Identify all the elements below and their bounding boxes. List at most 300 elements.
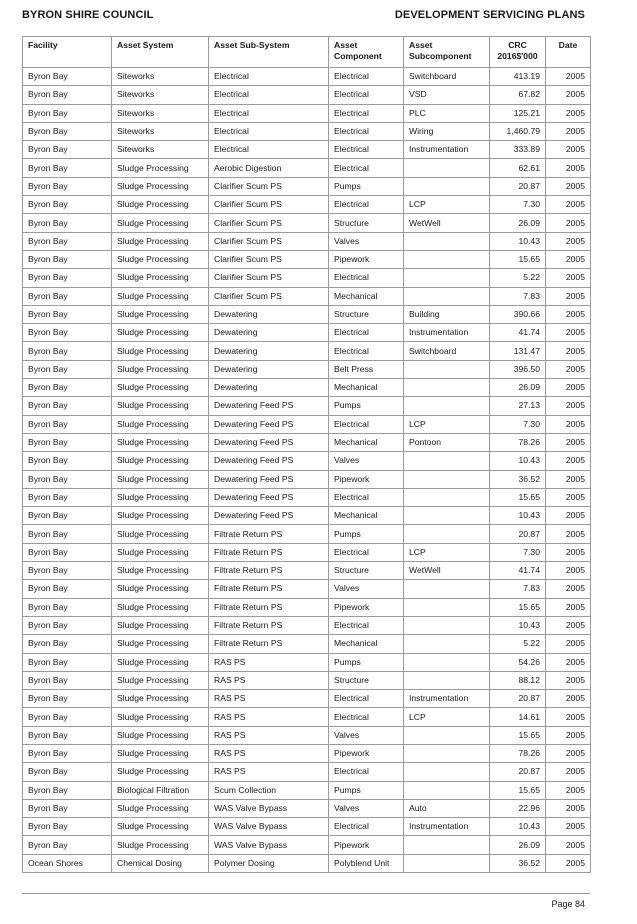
column-header-asset-system: Asset System	[112, 37, 209, 68]
cell-facility: Byron Bay	[23, 196, 112, 214]
cell-date: 2005	[546, 433, 591, 451]
table-row	[23, 763, 591, 781]
table-row	[23, 68, 591, 86]
table-row	[23, 379, 591, 397]
cell-crc: 22.96	[490, 799, 546, 817]
cell-asset-sub-system: RAS PS	[209, 653, 329, 671]
cell-asset-sub-system: Clarifier Scum PS	[209, 196, 329, 214]
cell-asset-subcomponent: LCP	[404, 196, 490, 214]
cell-asset-sub-system: Polymer Dosing	[209, 854, 329, 872]
cell-asset-component: Pumps	[329, 397, 404, 415]
cell-facility: Byron Bay	[23, 141, 112, 159]
cell-asset-subcomponent	[404, 854, 490, 872]
cell-asset-system: Sludge Processing	[112, 562, 209, 580]
cell-crc: 26.09	[490, 836, 546, 854]
cell-asset-system: Sludge Processing	[112, 507, 209, 525]
cell-asset-sub-system: RAS PS	[209, 708, 329, 726]
cell-asset-subcomponent: VSD	[404, 86, 490, 104]
cell-date: 2005	[546, 507, 591, 525]
cell-facility: Byron Bay	[23, 342, 112, 360]
cell-date: 2005	[546, 287, 591, 305]
cell-asset-sub-system: Dewatering Feed PS	[209, 397, 329, 415]
table-row	[23, 342, 591, 360]
table-row	[23, 744, 591, 762]
cell-asset-component: Structure	[329, 671, 404, 689]
cell-asset-sub-system: WAS Valve Bypass	[209, 799, 329, 817]
cell-date: 2005	[546, 616, 591, 634]
cell-asset-system: Sludge Processing	[112, 580, 209, 598]
cell-crc: 7.30	[490, 415, 546, 433]
cell-crc: 14.61	[490, 708, 546, 726]
cell-asset-component: Electrical	[329, 763, 404, 781]
cell-asset-subcomponent	[404, 836, 490, 854]
cell-crc: 333.89	[490, 141, 546, 159]
cell-asset-sub-system: Aerobic Digestion	[209, 159, 329, 177]
cell-asset-system: Sludge Processing	[112, 635, 209, 653]
table-row	[23, 635, 591, 653]
cell-crc: 78.26	[490, 744, 546, 762]
cell-facility: Byron Bay	[23, 415, 112, 433]
cell-asset-system: Sludge Processing	[112, 379, 209, 397]
cell-asset-component: Electrical	[329, 324, 404, 342]
cell-asset-component: Mechanical	[329, 287, 404, 305]
cell-crc: 5.22	[490, 635, 546, 653]
cell-facility: Byron Bay	[23, 269, 112, 287]
cell-date: 2005	[546, 379, 591, 397]
cell-asset-system: Siteworks	[112, 86, 209, 104]
cell-asset-system: Sludge Processing	[112, 671, 209, 689]
cell-asset-sub-system: RAS PS	[209, 763, 329, 781]
cell-crc: 20.87	[490, 525, 546, 543]
cell-facility: Byron Bay	[23, 433, 112, 451]
cell-asset-sub-system: Electrical	[209, 86, 329, 104]
cell-asset-sub-system: Dewatering	[209, 305, 329, 323]
cell-asset-component: Valves	[329, 799, 404, 817]
column-header-crc: CRC 2016$'000	[490, 37, 546, 68]
cell-date: 2005	[546, 452, 591, 470]
cell-crc: 41.74	[490, 562, 546, 580]
table-row	[23, 86, 591, 104]
table-row	[23, 580, 591, 598]
cell-asset-subcomponent: WetWell	[404, 562, 490, 580]
cell-asset-system: Sludge Processing	[112, 799, 209, 817]
cell-date: 2005	[546, 196, 591, 214]
table-row	[23, 177, 591, 195]
cell-asset-system: Sludge Processing	[112, 415, 209, 433]
column-header-asset-subcomponent: Asset Subcomponent	[404, 37, 490, 68]
cell-asset-subcomponent	[404, 507, 490, 525]
cell-asset-subcomponent: Instrumentation	[404, 818, 490, 836]
cell-asset-sub-system: Filtrate Return PS	[209, 562, 329, 580]
cell-crc: 1,460.79	[490, 122, 546, 140]
cell-crc: 36.52	[490, 854, 546, 872]
cell-asset-sub-system: Dewatering	[209, 324, 329, 342]
cell-asset-sub-system: Electrical	[209, 141, 329, 159]
cell-date: 2005	[546, 799, 591, 817]
cell-asset-sub-system: Filtrate Return PS	[209, 598, 329, 616]
cell-asset-sub-system: Clarifier Scum PS	[209, 232, 329, 250]
cell-asset-sub-system: Filtrate Return PS	[209, 635, 329, 653]
cell-asset-sub-system: Dewatering Feed PS	[209, 507, 329, 525]
cell-crc: 54.26	[490, 653, 546, 671]
cell-facility: Byron Bay	[23, 562, 112, 580]
cell-asset-sub-system: Dewatering Feed PS	[209, 452, 329, 470]
table-row	[23, 232, 591, 250]
cell-asset-system: Biological Filtration	[112, 781, 209, 799]
cell-asset-component: Pumps	[329, 177, 404, 195]
cell-asset-sub-system: Clarifier Scum PS	[209, 250, 329, 268]
cell-date: 2005	[546, 232, 591, 250]
cell-asset-sub-system: Clarifier Scum PS	[209, 287, 329, 305]
cell-crc: 88.12	[490, 671, 546, 689]
cell-date: 2005	[546, 635, 591, 653]
cell-asset-system: Sludge Processing	[112, 744, 209, 762]
cell-facility: Byron Bay	[23, 397, 112, 415]
cell-asset-system: Sludge Processing	[112, 690, 209, 708]
cell-asset-sub-system: Electrical	[209, 104, 329, 122]
table-row	[23, 250, 591, 268]
cell-facility: Byron Bay	[23, 122, 112, 140]
cell-asset-system: Sludge Processing	[112, 177, 209, 195]
cell-asset-sub-system: Filtrate Return PS	[209, 525, 329, 543]
cell-asset-component: Valves	[329, 726, 404, 744]
cell-asset-component: Structure	[329, 562, 404, 580]
cell-facility: Byron Bay	[23, 214, 112, 232]
cell-asset-component: Pipework	[329, 744, 404, 762]
cell-asset-sub-system: Dewatering Feed PS	[209, 470, 329, 488]
cell-facility: Byron Bay	[23, 452, 112, 470]
cell-asset-system: Sludge Processing	[112, 159, 209, 177]
cell-asset-system: Sludge Processing	[112, 708, 209, 726]
cell-facility: Byron Bay	[23, 653, 112, 671]
cell-asset-sub-system: RAS PS	[209, 690, 329, 708]
cell-asset-subcomponent	[404, 397, 490, 415]
cell-asset-sub-system: Dewatering Feed PS	[209, 415, 329, 433]
cell-asset-subcomponent: LCP	[404, 543, 490, 561]
table-row	[23, 433, 591, 451]
page-number: Page 84	[551, 899, 585, 909]
cell-asset-subcomponent: PLC	[404, 104, 490, 122]
cell-crc: 10.43	[490, 507, 546, 525]
cell-crc: 15.65	[490, 488, 546, 506]
cell-date: 2005	[546, 726, 591, 744]
cell-asset-sub-system: Scum Collection	[209, 781, 329, 799]
table-row	[23, 470, 591, 488]
cell-asset-component: Pumps	[329, 781, 404, 799]
cell-crc: 15.65	[490, 250, 546, 268]
cell-facility: Byron Bay	[23, 86, 112, 104]
cell-asset-component: Electrical	[329, 708, 404, 726]
cell-asset-subcomponent	[404, 379, 490, 397]
cell-crc: 5.22	[490, 269, 546, 287]
cell-crc: 15.65	[490, 598, 546, 616]
cell-asset-system: Sludge Processing	[112, 525, 209, 543]
cell-asset-component: Valves	[329, 580, 404, 598]
column-header-facility: Facility	[23, 37, 112, 68]
cell-crc: 396.50	[490, 360, 546, 378]
cell-crc: 20.87	[490, 690, 546, 708]
cell-date: 2005	[546, 159, 591, 177]
table-row	[23, 781, 591, 799]
cell-crc: 7.83	[490, 580, 546, 598]
footer-divider	[22, 893, 590, 894]
cell-date: 2005	[546, 397, 591, 415]
asset-table	[22, 36, 591, 873]
cell-asset-subcomponent	[404, 580, 490, 598]
cell-asset-sub-system: RAS PS	[209, 744, 329, 762]
cell-crc: 15.65	[490, 781, 546, 799]
cell-crc: 7.30	[490, 196, 546, 214]
table-row	[23, 488, 591, 506]
cell-asset-component: Electrical	[329, 818, 404, 836]
cell-crc: 41.74	[490, 324, 546, 342]
cell-crc: 20.87	[490, 763, 546, 781]
cell-date: 2005	[546, 141, 591, 159]
cell-date: 2005	[546, 744, 591, 762]
table-row	[23, 324, 591, 342]
cell-date: 2005	[546, 214, 591, 232]
cell-date: 2005	[546, 525, 591, 543]
cell-facility: Byron Bay	[23, 525, 112, 543]
cell-asset-subcomponent: Auto	[404, 799, 490, 817]
cell-date: 2005	[546, 836, 591, 854]
cell-facility: Byron Bay	[23, 159, 112, 177]
table-row	[23, 104, 591, 122]
cell-asset-subcomponent	[404, 250, 490, 268]
cell-date: 2005	[546, 360, 591, 378]
cell-asset-sub-system: Dewatering	[209, 379, 329, 397]
cell-asset-subcomponent	[404, 287, 490, 305]
cell-asset-subcomponent: LCP	[404, 708, 490, 726]
cell-date: 2005	[546, 324, 591, 342]
table-row	[23, 214, 591, 232]
cell-asset-component: Pipework	[329, 470, 404, 488]
cell-asset-component: Electrical	[329, 543, 404, 561]
table-row	[23, 708, 591, 726]
cell-asset-component: Electrical	[329, 488, 404, 506]
cell-crc: 67.82	[490, 86, 546, 104]
cell-asset-component: Electrical	[329, 104, 404, 122]
cell-asset-subcomponent	[404, 470, 490, 488]
cell-facility: Byron Bay	[23, 726, 112, 744]
cell-facility: Byron Bay	[23, 598, 112, 616]
cell-asset-component: Mechanical	[329, 379, 404, 397]
table-row	[23, 799, 591, 817]
table-header-row	[23, 37, 591, 68]
cell-asset-component: Electrical	[329, 122, 404, 140]
cell-asset-subcomponent: Instrumentation	[404, 324, 490, 342]
cell-asset-sub-system: RAS PS	[209, 726, 329, 744]
cell-asset-system: Siteworks	[112, 68, 209, 86]
cell-asset-system: Sludge Processing	[112, 324, 209, 342]
table-row	[23, 360, 591, 378]
cell-crc: 7.83	[490, 287, 546, 305]
cell-asset-component: Pumps	[329, 653, 404, 671]
cell-facility: Byron Bay	[23, 635, 112, 653]
cell-crc: 10.43	[490, 616, 546, 634]
cell-asset-subcomponent	[404, 671, 490, 689]
cell-facility: Ocean Shores	[23, 854, 112, 872]
cell-asset-sub-system: Clarifier Scum PS	[209, 214, 329, 232]
cell-facility: Byron Bay	[23, 744, 112, 762]
cell-asset-component: Electrical	[329, 269, 404, 287]
cell-asset-system: Sludge Processing	[112, 269, 209, 287]
cell-date: 2005	[546, 122, 591, 140]
cell-date: 2005	[546, 543, 591, 561]
cell-crc: 78.26	[490, 433, 546, 451]
table-row	[23, 159, 591, 177]
cell-facility: Byron Bay	[23, 177, 112, 195]
cell-asset-component: Valves	[329, 232, 404, 250]
cell-asset-subcomponent	[404, 488, 490, 506]
cell-facility: Byron Bay	[23, 580, 112, 598]
table-row	[23, 415, 591, 433]
cell-asset-sub-system: Dewatering	[209, 360, 329, 378]
cell-crc: 10.43	[490, 818, 546, 836]
cell-asset-sub-system: Electrical	[209, 122, 329, 140]
cell-asset-system: Siteworks	[112, 104, 209, 122]
cell-crc: 413.19	[490, 68, 546, 86]
cell-asset-sub-system: WAS Valve Bypass	[209, 836, 329, 854]
cell-asset-component: Mechanical	[329, 433, 404, 451]
cell-facility: Byron Bay	[23, 616, 112, 634]
cell-asset-component: Electrical	[329, 616, 404, 634]
cell-crc: 10.43	[490, 232, 546, 250]
cell-date: 2005	[546, 854, 591, 872]
document-title: DEVELOPMENT SERVICING PLANS	[394, 9, 585, 21]
table-row	[23, 671, 591, 689]
table-row	[23, 854, 591, 872]
cell-facility: Byron Bay	[23, 781, 112, 799]
cell-asset-sub-system: Electrical	[209, 68, 329, 86]
table-row	[23, 507, 591, 525]
cell-asset-component: Electrical	[329, 342, 404, 360]
cell-asset-subcomponent	[404, 744, 490, 762]
cell-asset-sub-system: Dewatering Feed PS	[209, 488, 329, 506]
cell-asset-system: Chemical Dosing	[112, 854, 209, 872]
cell-asset-component: Pipework	[329, 250, 404, 268]
cell-asset-system: Sludge Processing	[112, 818, 209, 836]
cell-asset-component: Mechanical	[329, 507, 404, 525]
cell-asset-system: Sludge Processing	[112, 232, 209, 250]
cell-date: 2005	[546, 68, 591, 86]
cell-facility: Byron Bay	[23, 690, 112, 708]
cell-asset-component: Mechanical	[329, 635, 404, 653]
cell-date: 2005	[546, 653, 591, 671]
cell-asset-system: Sludge Processing	[112, 287, 209, 305]
cell-crc: 125.21	[490, 104, 546, 122]
cell-facility: Byron Bay	[23, 250, 112, 268]
cell-asset-sub-system: Clarifier Scum PS	[209, 177, 329, 195]
table-row	[23, 543, 591, 561]
cell-date: 2005	[546, 818, 591, 836]
cell-asset-subcomponent: Switchboard	[404, 68, 490, 86]
cell-asset-system: Sludge Processing	[112, 433, 209, 451]
cell-asset-subcomponent	[404, 177, 490, 195]
table-row	[23, 141, 591, 159]
column-header-date: Date	[546, 37, 591, 68]
cell-facility: Byron Bay	[23, 232, 112, 250]
cell-asset-component: Valves	[329, 452, 404, 470]
cell-asset-subcomponent: Pontoon	[404, 433, 490, 451]
cell-date: 2005	[546, 562, 591, 580]
cell-asset-sub-system: Filtrate Return PS	[209, 543, 329, 561]
cell-asset-system: Siteworks	[112, 122, 209, 140]
cell-asset-system: Sludge Processing	[112, 305, 209, 323]
cell-date: 2005	[546, 177, 591, 195]
cell-asset-subcomponent: Wiring	[404, 122, 490, 140]
cell-crc: 26.09	[490, 379, 546, 397]
cell-facility: Byron Bay	[23, 305, 112, 323]
cell-asset-system: Sludge Processing	[112, 452, 209, 470]
cell-asset-system: Sludge Processing	[112, 616, 209, 634]
cell-asset-component: Electrical	[329, 415, 404, 433]
table-row	[23, 598, 591, 616]
table-row	[23, 562, 591, 580]
table-body	[23, 68, 591, 873]
cell-asset-subcomponent	[404, 635, 490, 653]
table-row	[23, 305, 591, 323]
cell-facility: Byron Bay	[23, 708, 112, 726]
cell-facility: Byron Bay	[23, 818, 112, 836]
council-name: BYRON SHIRE COUNCIL	[22, 9, 154, 21]
cell-asset-system: Sludge Processing	[112, 836, 209, 854]
cell-asset-sub-system: WAS Valve Bypass	[209, 818, 329, 836]
cell-date: 2005	[546, 415, 591, 433]
cell-asset-system: Sludge Processing	[112, 397, 209, 415]
cell-asset-system: Sludge Processing	[112, 488, 209, 506]
cell-date: 2005	[546, 763, 591, 781]
cell-asset-sub-system: Filtrate Return PS	[209, 580, 329, 598]
cell-date: 2005	[546, 580, 591, 598]
cell-facility: Byron Bay	[23, 287, 112, 305]
cell-asset-subcomponent	[404, 781, 490, 799]
table-row	[23, 525, 591, 543]
cell-date: 2005	[546, 104, 591, 122]
table-row	[23, 452, 591, 470]
cell-facility: Byron Bay	[23, 68, 112, 86]
cell-asset-sub-system: Dewatering Feed PS	[209, 433, 329, 451]
cell-facility: Byron Bay	[23, 799, 112, 817]
cell-crc: 10.43	[490, 452, 546, 470]
cell-facility: Byron Bay	[23, 763, 112, 781]
cell-asset-component: Belt Press	[329, 360, 404, 378]
cell-date: 2005	[546, 708, 591, 726]
table-row	[23, 818, 591, 836]
cell-date: 2005	[546, 488, 591, 506]
cell-facility: Byron Bay	[23, 836, 112, 854]
cell-asset-subcomponent	[404, 653, 490, 671]
cell-date: 2005	[546, 305, 591, 323]
table-row	[23, 287, 591, 305]
cell-asset-component: Structure	[329, 305, 404, 323]
cell-asset-system: Sludge Processing	[112, 763, 209, 781]
column-header-asset-component: Asset Component	[329, 37, 404, 68]
cell-facility: Byron Bay	[23, 507, 112, 525]
cell-facility: Byron Bay	[23, 379, 112, 397]
cell-asset-system: Sludge Processing	[112, 726, 209, 744]
cell-asset-sub-system: Filtrate Return PS	[209, 616, 329, 634]
cell-asset-subcomponent	[404, 159, 490, 177]
cell-asset-component: Electrical	[329, 690, 404, 708]
cell-date: 2005	[546, 671, 591, 689]
cell-asset-subcomponent: WetWell	[404, 214, 490, 232]
cell-asset-subcomponent: Building	[404, 305, 490, 323]
cell-asset-sub-system: Dewatering	[209, 342, 329, 360]
cell-asset-subcomponent: LCP	[404, 415, 490, 433]
cell-date: 2005	[546, 342, 591, 360]
cell-asset-subcomponent	[404, 763, 490, 781]
